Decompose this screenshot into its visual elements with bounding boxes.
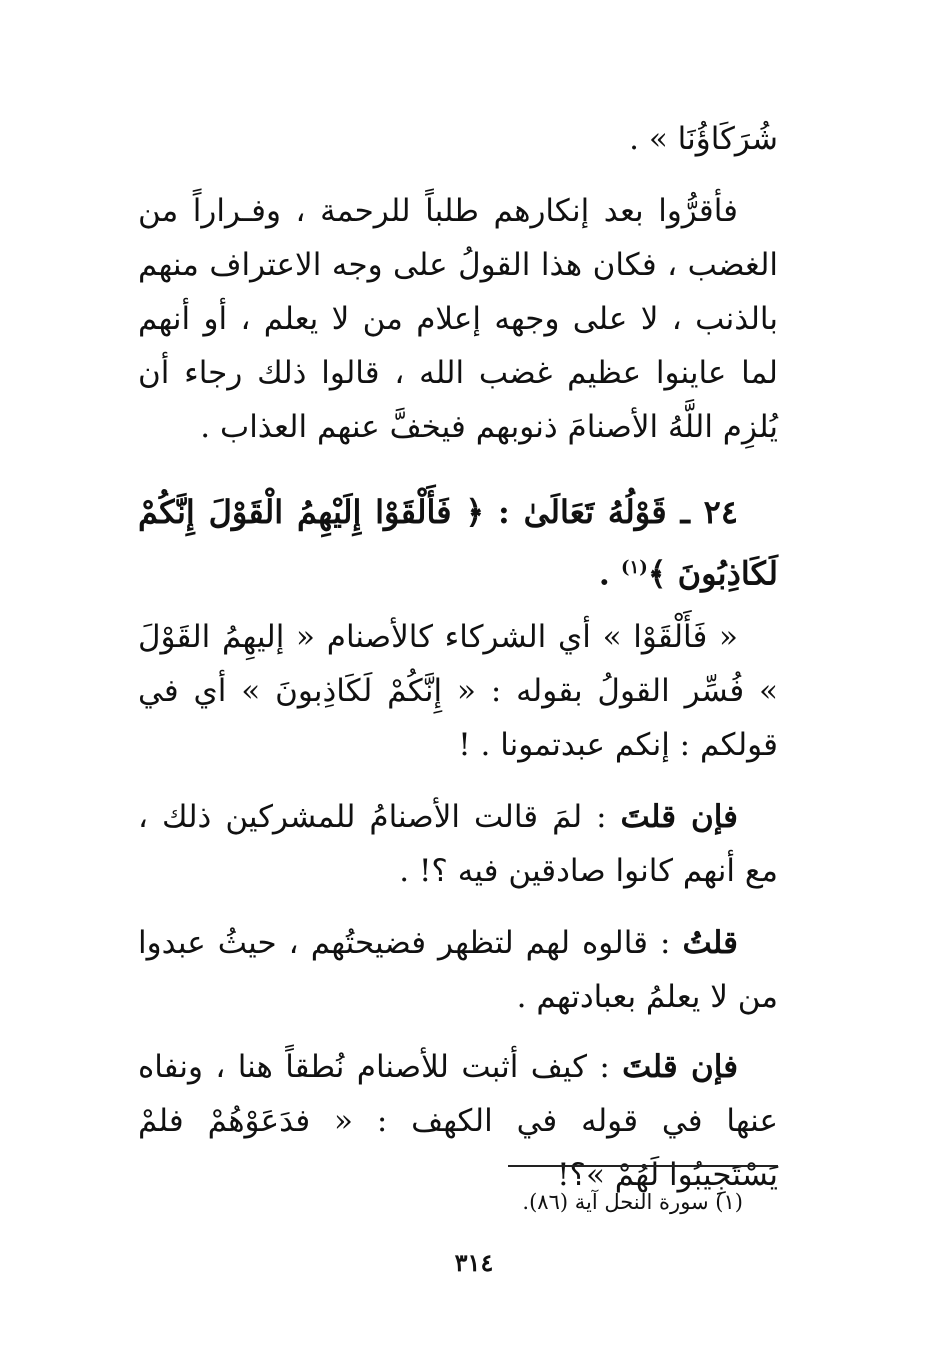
paragraph-4-text: : لمَ قالت الأصنامُ للمشركين ذلك ، مع أنهم كانوا صادقين فيه ؟! . (138, 799, 778, 889)
paragraph-4 (138, 790, 778, 898)
paragraph-3-text: « فَأَلْقَوْا » أي الشركاء كالأصنام « إليهِمُ القَوْلَ » فُسِّر القولُ بقوله : « إِنَّكُمْ لَكَاذِبونَ » أي في قولكم : إنكم عبدتمونا . ! (138, 619, 778, 763)
verse-text: ﴿ فَأَلْقَوْا إِلَيْهِمُ الْقَوْلَ إِنَّكُمْ لَكَاذِبُونَ ﴾ (138, 493, 778, 593)
paragraph-5-text: : قالوه لهم لتظهر فضيحتُهم ، حيثُ عبدوا من لا يعلمُ بعبادتهم . (138, 925, 778, 1015)
paragraph-3 (138, 610, 778, 772)
footnote-separator (508, 1165, 778, 1167)
paragraph-6 (138, 1040, 778, 1202)
question-lead-2: فإن قلتَ (622, 1049, 739, 1085)
paragraph-continuation (138, 112, 778, 166)
verse-heading (138, 484, 778, 602)
paragraph-6-text: : كيف أثبت للأصنام نُطقاً هنا ، ونفاه عنها في قوله في الكهف : « فدَعَوْهُمْ فلمْ يَسْتَجِيبُوا لَهُمْ »؟! (138, 1049, 778, 1193)
paragraph-5 (138, 916, 778, 1024)
footnote-marker: (١) (621, 557, 648, 578)
verse-number-label: ٢٤ ـ قَوْلُهُ تَعَالَىٰ : (497, 493, 738, 531)
verse-end-mark: . (598, 554, 610, 593)
answer-lead: قلتُ (682, 925, 739, 961)
paragraph-0-text: شُرَكَاؤُنَا » . (629, 121, 778, 157)
question-lead: فإن قلتَ (620, 799, 739, 835)
footnote: (١) سورة النحل آية (٨٦). (522, 1190, 743, 1214)
paragraph-1-text: فأقرُّوا بعد إنكارهم طلباً للرحمة ، وفـراراً من الغضب ، فكان هذا القولُ على وجه الاعتراف منهم بالذنب ، لا على وجهه إعلام من لا يعلم ، أو أنهم لما عاينوا عظيم غضب الله ، قالوا ذلك رجاء أن يُلزِم اللَّهُ الأصنامَ ذنوبهم فيخفَّ عنهم العذاب . (138, 193, 778, 445)
paragraph-1 (138, 184, 778, 454)
page-number: ٣١٤ (454, 1248, 494, 1277)
